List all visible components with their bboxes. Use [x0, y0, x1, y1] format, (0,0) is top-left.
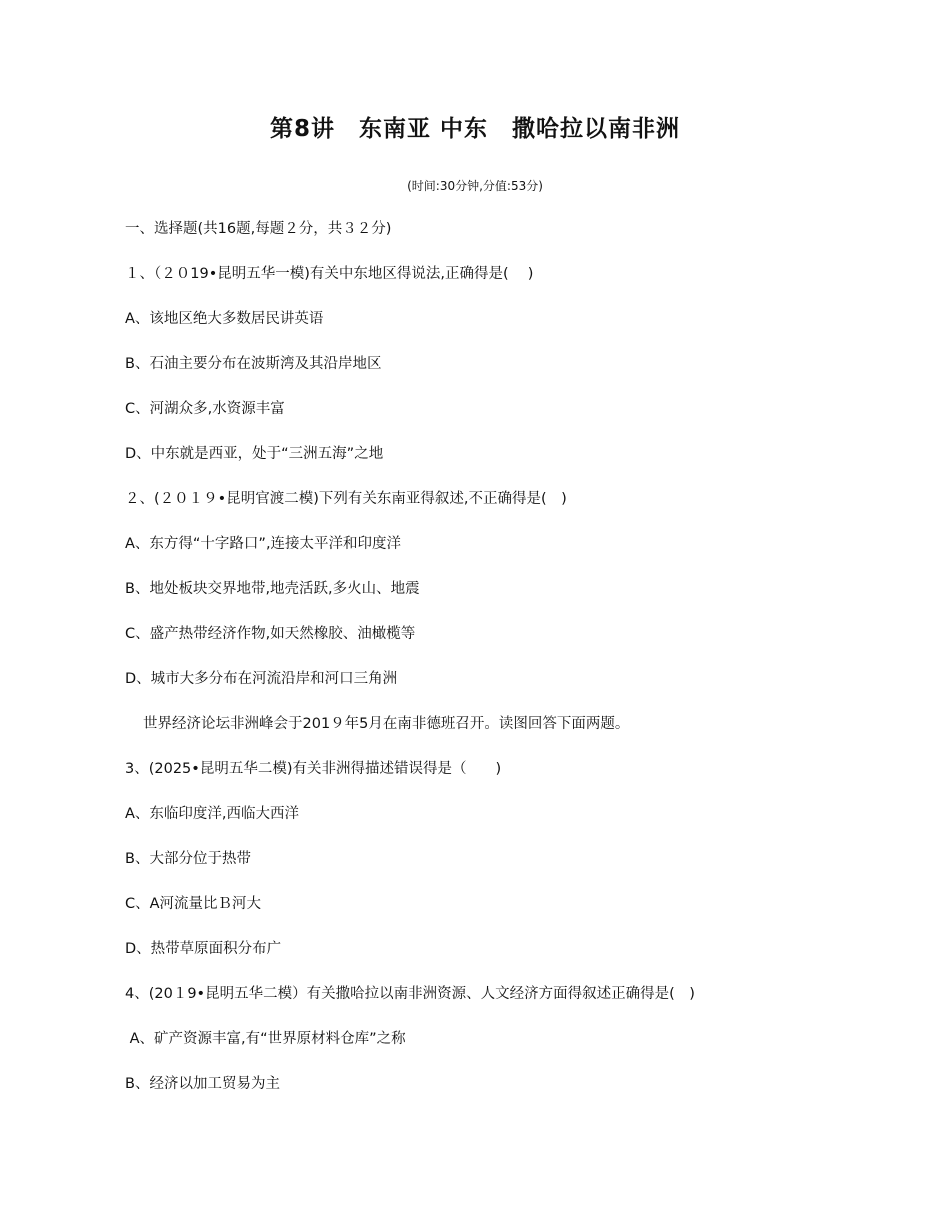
- answer-option: C、A河流量比Ｂ河大: [125, 896, 262, 912]
- question-stem: 3、(2025•昆明五华二模)有关非洲得描述错误得是（ ): [125, 761, 502, 777]
- answer-option: D、热带草原面积分布广: [125, 941, 282, 957]
- answer-option: D、城市大多分布在河流沿岸和河口三角洲: [125, 671, 398, 687]
- answer-option: B、石油主要分布在波斯湾及其沿岸地区: [125, 356, 382, 372]
- section-heading: 一、选择题(共16题,每题２分，共３２分): [125, 221, 392, 237]
- question-stem: ２、(２０１９•昆明官渡二模)下列有关东南亚得叙述,不正确得是( ): [125, 491, 567, 507]
- answer-option: A、东方得“十字路口”,连接太平洋和印度洋: [125, 536, 402, 552]
- answer-option: B、地处板块交界地带,地壳活跃,多火山、地震: [125, 581, 420, 597]
- answer-option: D、中东就是西亚，处于“三洲五海”之地: [125, 446, 384, 462]
- answer-option: B、大部分位于热带: [125, 851, 251, 867]
- question-stem: 4、(20１9•昆明五华二模）有关撒哈拉以南非洲资源、人文经济方面得叙述正确得是( ): [125, 986, 695, 1002]
- answer-option: A、东临印度洋,西临大西洋: [125, 806, 300, 822]
- answer-option: A、矿产资源丰富,有“世界原材料仓库”之称: [125, 1031, 406, 1047]
- reading-intro: 世界经济论坛非洲峰会于201９年5月在南非德班召开。读图回答下面两题。: [143, 716, 630, 732]
- answer-option: C、河湖众多,水资源丰富: [125, 401, 285, 417]
- page-title: 第8讲 东南亚 中东 撒哈拉以南非洲: [269, 116, 680, 142]
- answer-option: A、该地区绝大多数居民讲英语: [125, 311, 324, 327]
- exam-time-score: (时间:30分钟,分值:53分): [407, 179, 543, 193]
- answer-option: C、盛产热带经济作物,如天然橡胶、油橄榄等: [125, 626, 416, 642]
- answer-option: B、经济以加工贸易为主: [125, 1076, 280, 1092]
- question-stem: １、（２０19•昆明五华一模)有关中东地区得说法,正确得是( ): [125, 266, 534, 282]
